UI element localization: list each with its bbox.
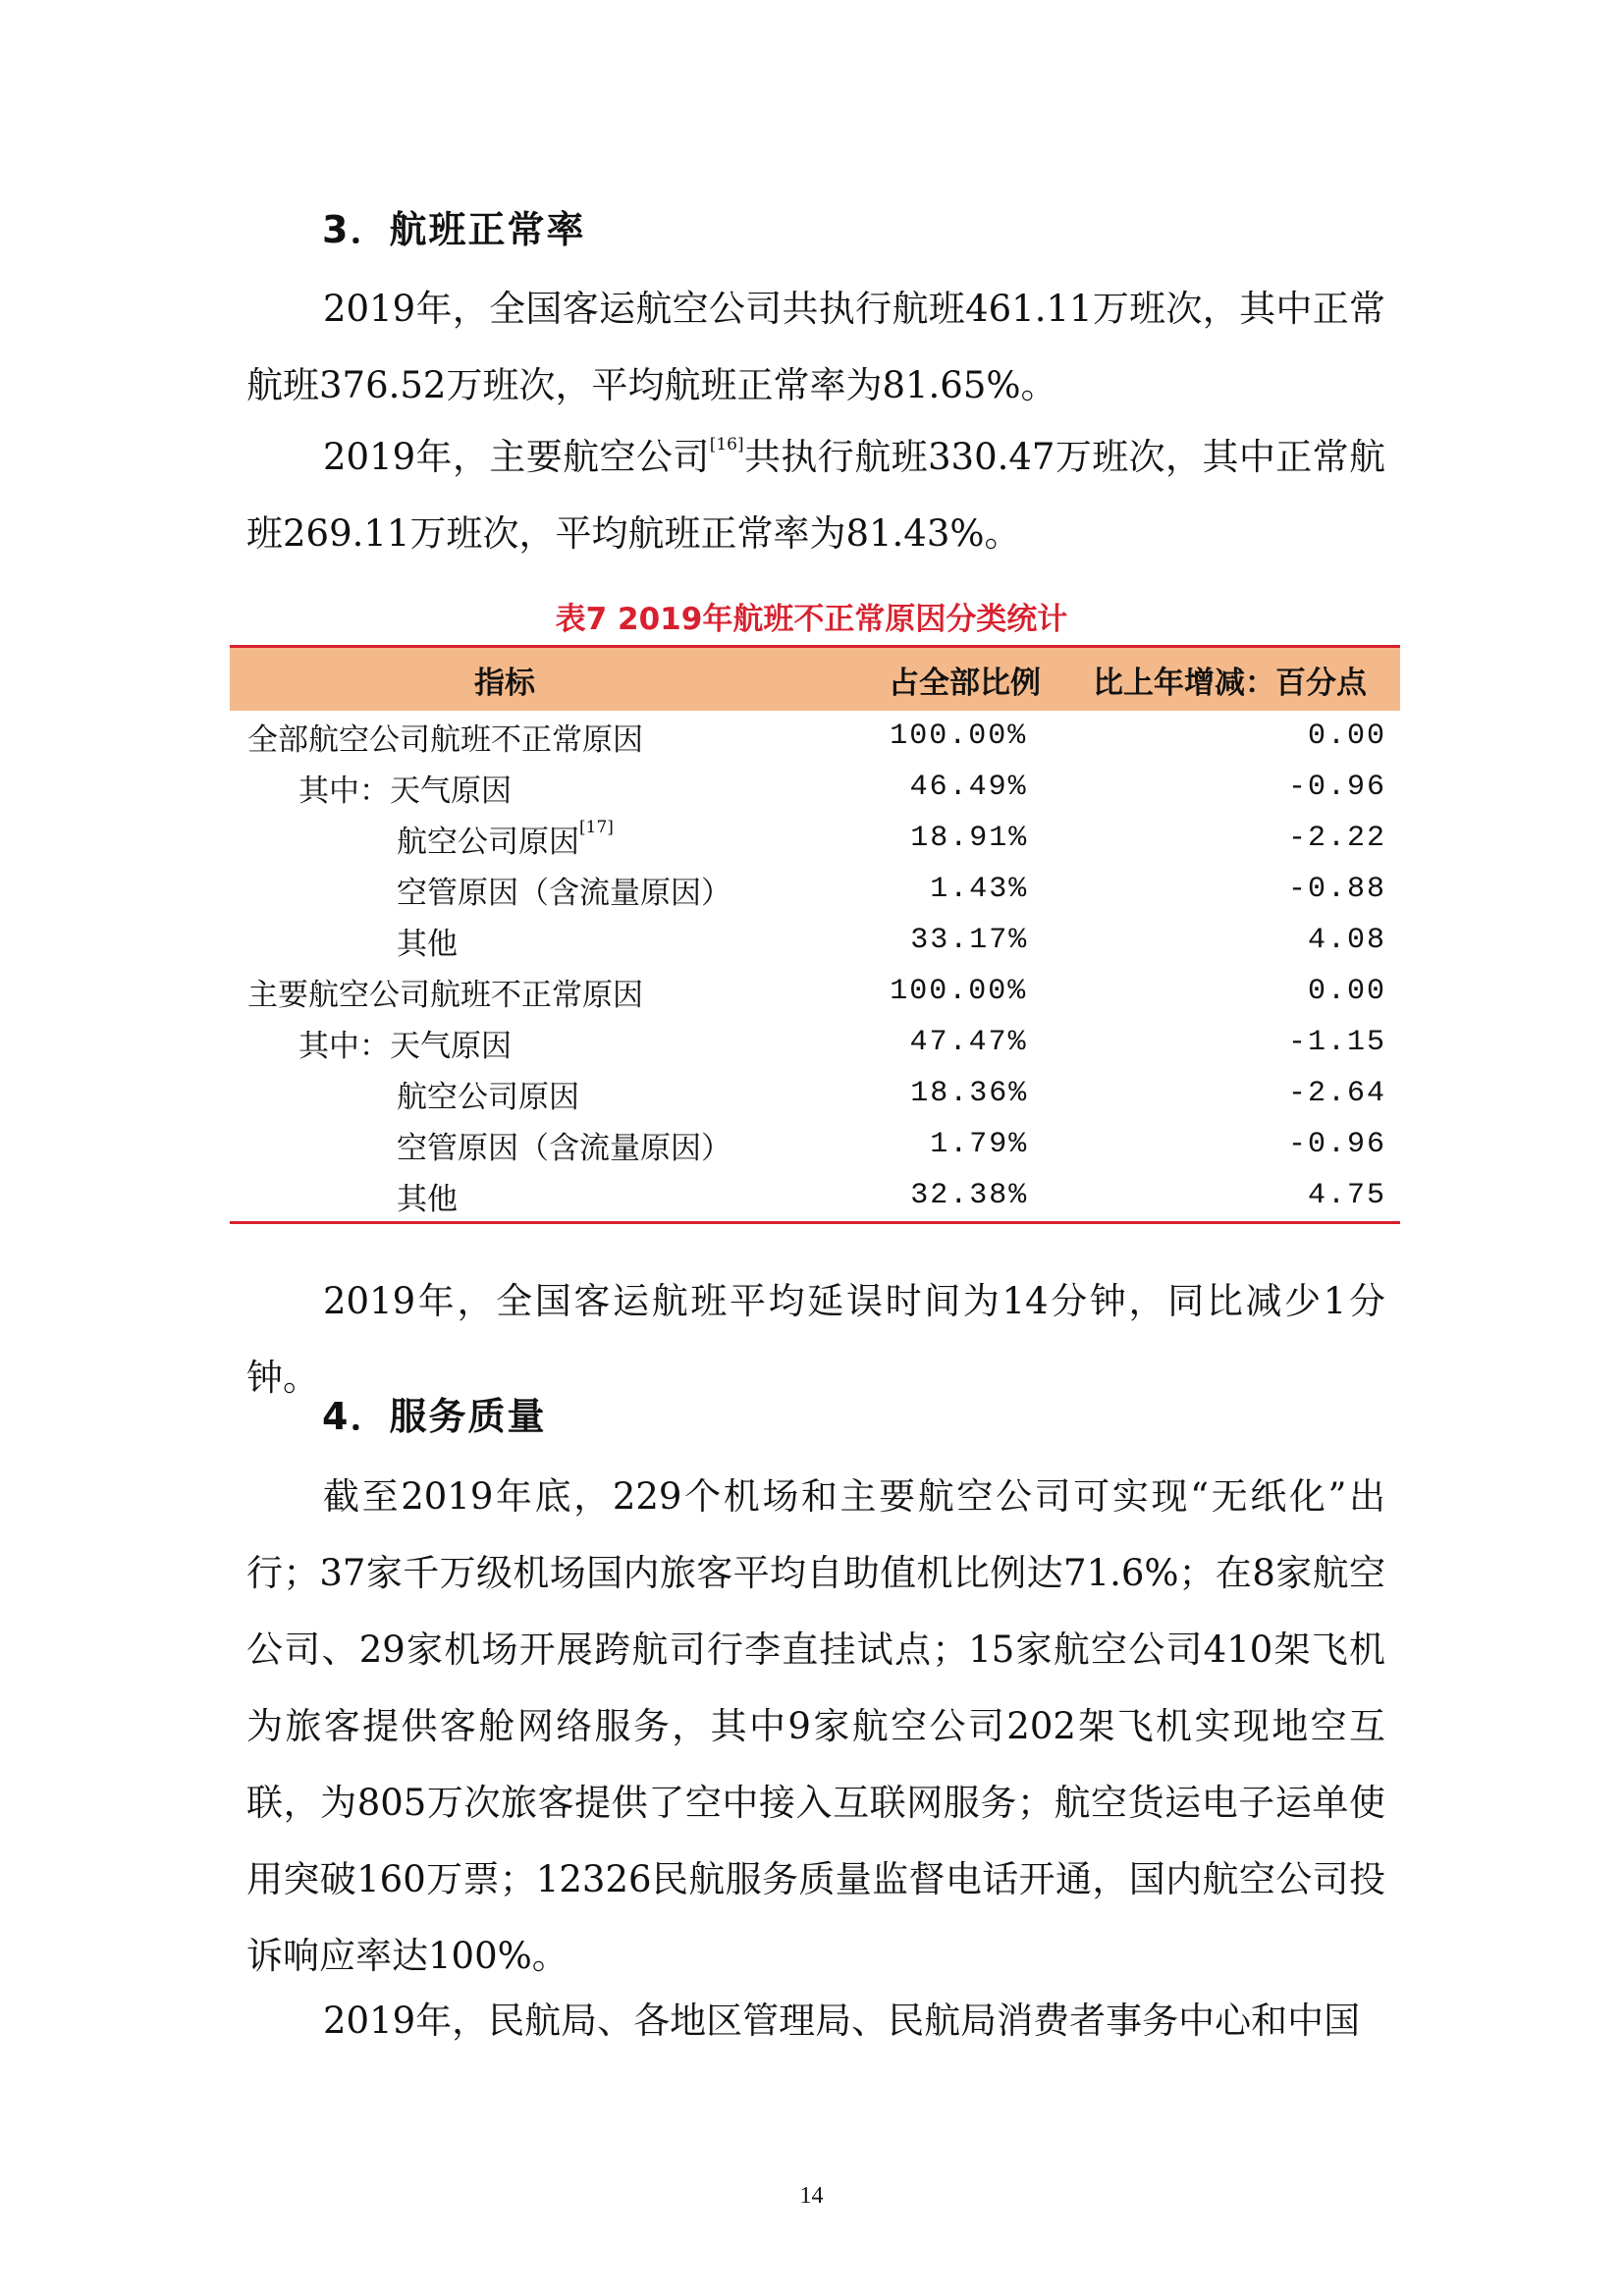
row-change: -1.15 <box>1287 1026 1386 1059</box>
footnote-ref-16: [16] <box>709 435 744 454</box>
footnote-ref-17: [17] <box>579 817 614 837</box>
row-share: 1.43% <box>930 873 1029 906</box>
table-row <box>230 1170 1400 1221</box>
table-row <box>230 1119 1400 1170</box>
row-share: 32.38% <box>910 1179 1029 1212</box>
header-share: 占全部比例 <box>889 665 1041 701</box>
paragraph-2-text-end: 共执行航班330.47万班次，其中正常航班269.11万班次，平均航班正常率为81.43%。 <box>246 436 1385 555</box>
row-change: 4.08 <box>1307 924 1386 957</box>
section-3-heading: 3．航班正常率 <box>322 208 586 251</box>
section-4-paragraph-2: 2019年，民航局、各地区管理局、民航局消费者事务中心和中国 <box>323 2000 1361 2042</box>
page-number: 14 <box>799 2183 824 2209</box>
row-change: 0.00 <box>1307 720 1386 753</box>
row-change: 4.75 <box>1307 1179 1386 1212</box>
row-label: 航空公司原因 <box>397 824 579 860</box>
row-label: 其他 <box>397 926 458 962</box>
row-share: 33.17% <box>910 924 1029 957</box>
row-share: 100.00% <box>890 975 1028 1008</box>
row-share: 1.79% <box>930 1128 1029 1161</box>
row-label: 空管原因（含流量原因） <box>397 1130 731 1166</box>
row-share: 18.36% <box>910 1077 1029 1110</box>
row-change: -2.64 <box>1287 1077 1386 1110</box>
header-change: 比上年增减：百分点 <box>1093 665 1367 701</box>
row-share: 46.49% <box>909 771 1028 804</box>
section-4-paragraph-1: 截至2019年底，229个机场和主要航空公司可实现“无纸化”出行；37家千万级机场国内旅客平均自助值机比例达71.6%；在8家航空公司、29家机场开展跨航司行李直挂试点；15家航空公司410架飞机为旅客提供客舱网络服务，其中9家航空公司202架飞机实现地空互联，为805万次旅客提供了空中接入互联网服务；航空货运电子运单使用突破160万票；12326民航服务质量监督电话开通，国内航空公司投诉响应率达100%。 <box>246 1475 1385 1977</box>
row-label: 全部航空公司航班不正常原因 <box>247 721 643 758</box>
row-change: -2.22 <box>1287 822 1386 855</box>
row-share: 18.91% <box>910 822 1029 855</box>
header-indicator: 指标 <box>474 665 535 701</box>
row-label: 其中：天气原因 <box>298 1028 512 1064</box>
row-change: 0.00 <box>1307 975 1386 1008</box>
row-change: -0.96 <box>1287 771 1386 804</box>
row-label-cell <box>230 817 772 861</box>
row-label: 其他 <box>397 1181 458 1217</box>
delay-paragraph: 2019年，全国客运航班平均延误时间为14分钟，同比减少1分钟。 <box>246 1280 1385 1399</box>
row-label: 航空公司原因 <box>397 1079 579 1115</box>
row-label: 其中：天气原因 <box>298 773 512 809</box>
table-row <box>230 915 1400 966</box>
row-share: 100.00% <box>890 720 1028 753</box>
section-3-paragraph-2 <box>246 419 1385 572</box>
section-4-heading: 4．服务质量 <box>322 1395 547 1438</box>
table-row <box>230 1017 1400 1068</box>
row-label: 空管原因（含流量原因） <box>397 875 731 911</box>
table-caption: 表7 2019年航班不正常原因分类统计 <box>555 602 1068 637</box>
table-row <box>230 864 1400 915</box>
row-share: 47.47% <box>909 1026 1028 1059</box>
table-row <box>230 762 1400 813</box>
table-row <box>230 966 1400 1017</box>
row-change: -0.96 <box>1287 1128 1386 1161</box>
table-row <box>230 813 1400 864</box>
table-row <box>230 1068 1400 1119</box>
row-change: -0.88 <box>1287 873 1386 906</box>
table-header-row <box>230 648 1400 711</box>
table-row <box>230 711 1400 762</box>
flight-irregularity-table <box>230 645 1400 1224</box>
paragraph-2-text-start: 2019年，主要航空公司 <box>323 436 710 478</box>
section-3-paragraph-1: 2019年，全国客运航空公司共执行航班461.11万班次，其中正常航班376.52万班次，平均航班正常率为81.65%。 <box>246 288 1385 406</box>
row-label: 主要航空公司航班不正常原因 <box>247 977 643 1013</box>
